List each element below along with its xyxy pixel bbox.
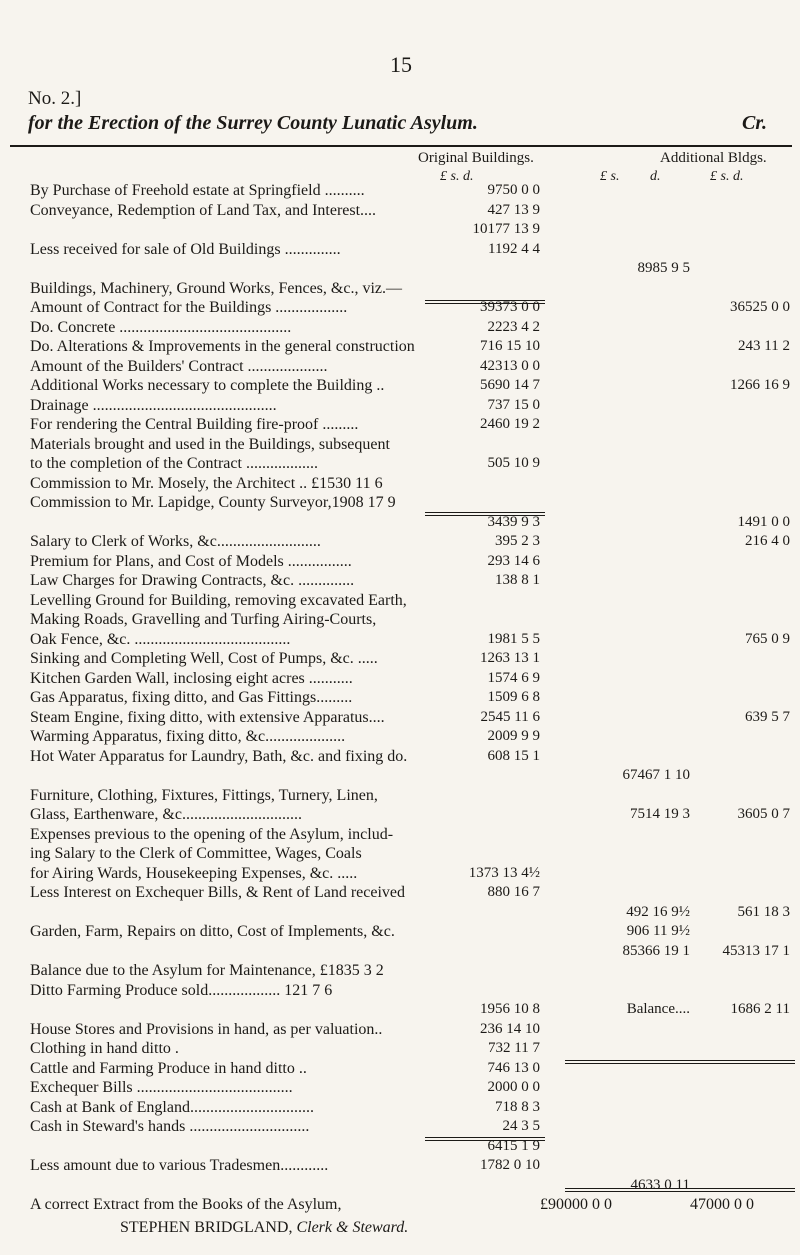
ledger-amount: 85366 19 1 (622, 942, 690, 959)
ledger-label: Less Interest on Exchequer Bills, & Rent of Land received (30, 884, 405, 901)
ledger-label: Cattle and Farming Produce in hand ditto .. (30, 1059, 307, 1077)
page-number: 15 (390, 52, 412, 77)
ledger-amount: Balance.... (626, 1001, 690, 1017)
ledger-amount: 24 3 5 (502, 1118, 540, 1134)
ledger-label: Steam Engine, fixing ditto, with extensive Apparatus.... (30, 708, 385, 726)
ledger-amount: 7514 19 3 (630, 806, 690, 822)
ledger-amount: 716 15 10 (480, 338, 540, 354)
ledger-amount: 2460 19 2 (480, 416, 540, 432)
ledger-amount: 427 13 9 (487, 201, 540, 218)
ledger-amount: 1981 5 5 (487, 630, 540, 647)
ledger-amount: 718 8 3 (495, 1098, 540, 1115)
ledger-label: Ditto Farming Produce sold.................. 121 7 6 (30, 981, 333, 999)
ledger-label: Hot Water Apparatus for Laundry, Bath, &c. and fixing do. (30, 747, 408, 765)
ledger-label: Conveyance, Redemption of Land Tax, and Interest.... (30, 201, 377, 219)
ledger-amount: 3605 0 7 (737, 806, 790, 822)
ledger-label: Making Roads, Gravelling and Turfing Airing-Courts, (30, 611, 377, 628)
ledger-label: Oak Fence, &c. ....................................... (30, 630, 291, 648)
ledger-label: Sinking and Completing Well, Cost of Pumps, &c. ..... (30, 650, 378, 667)
ledger-amount: 39373 0 0 (480, 299, 540, 315)
grand-total-additional: 47000 0 0 (690, 1196, 754, 1213)
ledger-amount: 1491 0 0 (737, 513, 790, 530)
ledger-label: Law Charges for Drawing Contracts, &c. .............. (30, 572, 355, 589)
ledger-amount: 492 16 9½ (626, 903, 690, 920)
ledger-amount: 3439 9 3 (487, 513, 540, 530)
ledger-label: Materials brought and used in the Buildings, subsequent (30, 435, 390, 453)
ledger-label: Exchequer Bills ....................................... (30, 1079, 293, 1096)
ledger-label: Additional Works necessary to complete the Building .. (30, 377, 385, 394)
ledger-amount: 45313 17 1 (722, 942, 790, 959)
ledger-label: Balance due to the Asylum for Maintenance, £1835 3 2 (30, 962, 384, 979)
ledger-amount: 505 10 9 (487, 455, 540, 471)
ledger-label: Kitchen Garden Wall, inclosing eight acres ........... (30, 669, 353, 687)
signature-line (120, 1219, 408, 1237)
ledger-amount: 2009 9 9 (487, 728, 540, 744)
ledger-label: Warming Apparatus, fixing ditto, &c.................... (30, 728, 346, 745)
ledger-label: Premium for Plans, and Cost of Models ................ (30, 552, 352, 570)
page-title: for the Erection of the Surrey County Lunatic Asylum. (28, 112, 478, 134)
ledger-label: By Purchase of Freehold estate at Springfield .......... (30, 182, 365, 199)
currency-header-4: £ s. d. (710, 169, 744, 184)
ledger-amount: 293 14 6 (487, 552, 540, 569)
rule (425, 1137, 545, 1141)
ledger-label: Amount of the Builders' Contract .................... (30, 357, 328, 375)
additional-buildings-header: Additional Bldgs. (660, 150, 767, 166)
ledger-amount: 1192 4 4 (488, 240, 540, 257)
ledger-label: Commission to Mr. Mosely, the Architect .. £1530 11 6 (30, 474, 383, 492)
original-buildings-header: Original Buildings. (418, 150, 534, 166)
ledger-amount: 561 18 3 (737, 903, 790, 920)
rule (565, 1188, 795, 1192)
currency-header-2: £ s. (600, 169, 620, 184)
ledger-label: Do. Concrete ........................................... (30, 318, 292, 336)
ledger-amount: 1782 0 10 (480, 1157, 540, 1173)
ledger-amount: 395 2 3 (495, 533, 540, 549)
ledger-amount: 880 16 7 (487, 884, 540, 900)
ledger-amount: 1263 13 1 (480, 650, 540, 666)
rule (425, 300, 545, 304)
ledger-label: Gas Apparatus, fixing ditto, and Gas Fittings......... (30, 689, 353, 706)
ledger-amount: 36525 0 0 (730, 299, 790, 315)
ledger-label: Expenses previous to the opening of the Asylum, includ- (30, 825, 394, 843)
ledger-amount: 732 11 7 (488, 1040, 540, 1056)
ledger-amount: 1373 13 4½ (468, 864, 540, 881)
ledger-amount: 10177 13 9 (472, 221, 540, 237)
ledger-amount: 1509 6 8 (487, 689, 540, 705)
ledger-label: Commission to Mr. Lapidge, County Surveyor,1908 17 9 (30, 494, 396, 511)
ledger-amount: 6415 1 9 (487, 1137, 540, 1154)
ledger-amount: 1574 6 9 (487, 669, 540, 686)
rule (565, 1060, 795, 1064)
ledger-label: Clothing in hand ditto . (30, 1040, 179, 1057)
ledger-label: Less received for sale of Old Buildings .............. (30, 240, 341, 258)
ledger-label: Glass, Earthenware, &c.............................. (30, 806, 302, 823)
ledger-amount: 9750 0 0 (487, 182, 540, 198)
grand-total-original: £90000 0 0 (540, 1196, 612, 1213)
ledger-amount: 67467 1 10 (622, 767, 690, 783)
account-number: No. 2.] (28, 88, 82, 109)
ledger-label: Cash in Steward's hands .............................. (30, 1118, 310, 1135)
rule (425, 512, 545, 516)
currency-header-1: £ s. d. (440, 169, 474, 184)
credit-label: Cr. (742, 112, 768, 134)
ledger-label: for Airing Wards, Housekeeping Expenses, &c. ..... (30, 864, 358, 882)
ledger-label: to the completion of the Contract .................. (30, 455, 318, 472)
header-rule (10, 145, 792, 147)
extract-note: A correct Extract from the Books of the Asylum, (30, 1196, 342, 1213)
ledger-label: Less amount due to various Tradesmen............ (30, 1157, 329, 1174)
ledger-amount: 765 0 9 (745, 630, 790, 647)
ledger-label: For rendering the Central Building fire-proof ......... (30, 416, 359, 433)
ledger-label: Amount of Contract for the Buildings .................. (30, 299, 348, 316)
ledger-amount: 2545 11 6 (480, 708, 540, 725)
ledger-amount: 737 15 0 (487, 396, 540, 413)
ledger-amount: 243 11 2 (738, 338, 790, 354)
ledger-amount: 5690 14 7 (480, 377, 540, 393)
ledger-amount: 906 11 9½ (626, 923, 690, 939)
ledger-amount: 1266 16 9 (730, 377, 790, 393)
ledger-amount: 2000 0 0 (487, 1079, 540, 1095)
ledger-amount: 8985 9 5 (637, 260, 690, 276)
ledger-label: House Stores and Provisions in hand, as per valuation.. (30, 1020, 383, 1038)
ledger-amount: 746 13 0 (487, 1059, 540, 1076)
ledger-amount: 2223 4 2 (487, 318, 540, 335)
ledger-label: ing Salary to the Clerk of Committee, Wages, Coals (30, 845, 362, 862)
ledger-label: Do. Alterations & Improvements in the general construction (30, 338, 415, 355)
ledger-amount: 138 8 1 (495, 572, 540, 588)
ledger-amount: 42313 0 0 (480, 357, 540, 374)
ledger-amount: 236 14 10 (480, 1020, 540, 1037)
ledger-amount: 639 5 7 (745, 708, 790, 725)
ledger-amount: 4633 0 11 (630, 1176, 690, 1193)
ledger-amount: 1686 2 11 (730, 1001, 790, 1017)
signature-name: STEPHEN BRIDGLAND, (120, 1219, 293, 1236)
ledger-label: Garden, Farm, Repairs on ditto, Cost of Implements, &c. (30, 923, 395, 940)
ledger-label: Cash at Bank of England............................... (30, 1098, 314, 1116)
ledger-label: Salary to Clerk of Works, &c.......................... (30, 533, 321, 550)
ledger-amount: 1956 10 8 (480, 1001, 540, 1017)
ledger-label: Drainage .............................................. (30, 396, 277, 414)
ledger-label: Furniture, Clothing, Fixtures, Fittings, Turnery, Linen, (30, 786, 378, 804)
currency-header-3: d. (650, 169, 661, 184)
ledger-label: Levelling Ground for Building, removing excavated Earth, (30, 591, 407, 609)
ledger-amount: 216 4 0 (745, 533, 790, 549)
signature-role: Clerk & Steward. (296, 1219, 409, 1236)
ledger-amount: 608 15 1 (487, 747, 540, 764)
ledger-label: Buildings, Machinery, Ground Works, Fences, &c., viz.— (30, 279, 402, 297)
